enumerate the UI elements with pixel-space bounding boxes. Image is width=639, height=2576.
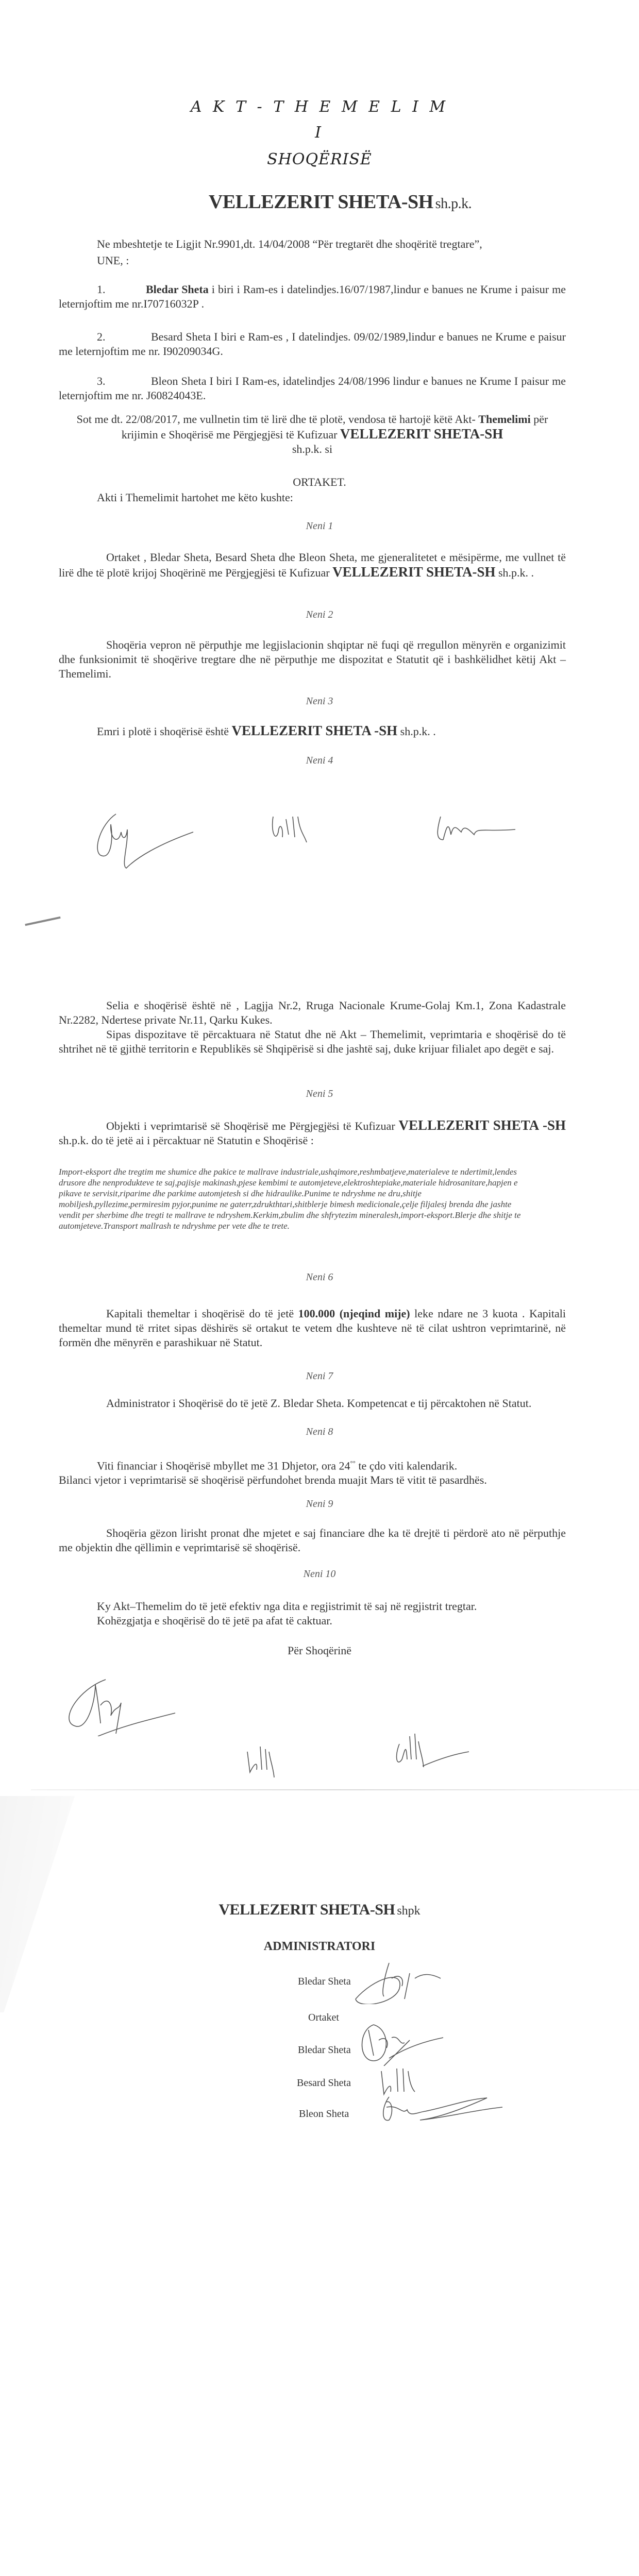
partner-name-2: Besard Sheta	[297, 2077, 351, 2089]
article-10-heading: Neni 10	[303, 1568, 336, 1580]
partners-label: Ortaket	[308, 2012, 339, 2023]
article-1-heading: Neni 1	[306, 520, 333, 532]
document-title-line2: I	[315, 124, 324, 142]
article-3-text: Emri i plotë i shoqërisë është VELLEZERIT SHETA -SH sh.p.k. .	[97, 723, 436, 738]
signature-administrator	[353, 1958, 456, 2004]
company-suffix: sh.p.k.	[435, 196, 472, 212]
article-3-heading: Neni 3	[306, 696, 333, 707]
document-title-line3: SHOQËRISË	[267, 150, 372, 168]
decision-paragraph: Sot me dt. 22/08/2017, me vullnetin tim të lirë dhe të plotë, vendosa të hartojë këtë Akt- Themelimi për krijimin e Shoqërisë me Përgjegjësi të Kufizuar VELLEZERIT SHETA-SH sh.p.k. si	[76, 413, 548, 455]
article-9-heading: Neni 9	[306, 1498, 333, 1510]
une-label: UNE, :	[97, 254, 129, 267]
article-6-text: Kapitali themeltar i shoqërisë do të jetë 100.000 (njeqind mije) leke ndare ne 3 kuota . Kapitali themeltar mund të rritet sipas dëshirës së ortakut te vetem dhe kushteve në të cilat ushtron veprimtarinë, në formën dhe mënyrën e parashikuar në Statut.	[59, 1307, 566, 1349]
document-title-line1: A K T - T H E M E L I M	[190, 98, 449, 116]
article-2-text: Shoqëria vepron në përputhje me legjislacionin shqiptar në fuqi që rregullon mënyrën e organizimit dhe funksionimit të shoqërive tregtare dhe në përputhje me dispozitat e Statutit që i bashkëlidhet këtij Akt – Themelimi.	[59, 638, 566, 680]
article-8-text: Viti financiar i Shoqërisë mbyllet me 31 Dhjetor, ora 24°° te çdo viti kalendarik. Bilanci vjetor i veprimtarisë së shoqërisë përfundohet brenda muajit Mars të vitit të pasardhës.	[59, 1459, 487, 1487]
conditions-intro: Akti i Themelimit hartohet me këto kushte:	[97, 491, 293, 504]
scan-mark	[25, 917, 60, 926]
article-7-heading: Neni 7	[306, 1370, 333, 1382]
per-shoqerine-label: Për Shoqërinë	[287, 1644, 352, 1657]
article-5-heading: Neni 5	[306, 1088, 333, 1099]
ortaket-heading: ORTAKET.	[293, 476, 346, 488]
article-5-text: Objekti i veprimtarisë së Shoqërisë me Përgjegjësi të Kufizuar VELLEZERIT SHETA -SH sh.p.k. do të jetë ai i përcaktuar në Statutin e Shoqërisë :	[59, 1117, 566, 1147]
signature-partner-1	[358, 2020, 446, 2066]
founder-2: 2. Besard Sheta I biri e Ram-es , I datelindjes. 09/02/1989,lindur e banues ne Krume e paisur me leternjoftim me nr. I90209034G.	[59, 330, 566, 358]
signature-bledar	[90, 809, 204, 871]
article-2-heading: Neni 2	[306, 609, 333, 620]
partner-name-3: Bleon Sheta	[299, 2108, 349, 2120]
administrator-heading: ADMINISTRATORI	[263, 1940, 376, 1953]
page-2	[0, 1793, 639, 2576]
legal-basis: Ne mbeshtetje te Ligjit Nr.9901,dt. 14/04/2008 “Për tregtarët dhe shoqëritë tregtare”,	[97, 238, 482, 250]
founder-3: 3. Bleon Sheta I biri I Ram-es, idatelindjes 24/08/1996 lindur e banues ne Krume I paisur me leternjoftim me nr. J60824043E.	[59, 375, 566, 402]
signature-besard	[268, 811, 330, 853]
signature-page-company: VELLEZERIT SHETA-SH shpk	[218, 1901, 421, 1918]
article-10-text: Ky Akt–Themelim do të jetë efektiv nga dita e regjistrimit të saj në regjistrit tregtar. Kohëzgjatja e shoqërisë do të jetë pa afat të caktuar.	[97, 1600, 477, 1627]
article-1-text: Ortaket , Bledar Sheta, Besard Sheta dhe Bleon Sheta, me gjeneralitetet e mësipërme, me vullnet të lirë dhe të plotë krijoj Shoqërinë me Përgjegjësi të Kufizuar VELLEZERIT SHETA-SH sh.p.k. .	[59, 551, 566, 580]
article-7-text: Administrator i Shoqërisë do të jetë Z. Bledar Sheta. Kompetencat e tij përcaktohen në Statut.	[106, 1397, 532, 1410]
signature-besard-closing	[242, 1741, 304, 1783]
article-6-heading: Neni 6	[306, 1272, 333, 1283]
signature-bleon-closing	[392, 1731, 484, 1772]
founder-1: 1. Bledar Sheta i biri i Ram-es i datelindjes.16/07/1987,lindur e banues ne Krume i paisur me leternjoftim me nr.I70716032P .	[59, 283, 566, 310]
article-9-text: Shoqëria gëzon lirisht pronat dhe mjetet e saj financiare dhe ka të drejtë ti përdorë ato në përputhje me objektin dhe qëllimin e veprimtarisë së shoqërisë.	[59, 1527, 566, 1554]
article-8-heading: Neni 8	[306, 1426, 333, 1437]
partner-name-1: Bledar Sheta	[298, 2044, 351, 2056]
signature-bleon	[433, 809, 526, 850]
company-name: VELLEZERIT SHETA-SH	[208, 191, 433, 213]
signature-partner-3	[379, 2092, 508, 2133]
signature-bledar-closing	[57, 1674, 180, 1736]
page-fold	[31, 1789, 639, 1790]
activities-list: Import-eksport dhe tregtim me shumice dhe pakice te mallrave industriale,ushqimore,reshmbatjeve,materialeve te ndertimit,lendes drusore dhe nenprodukteve te saj,pajisje makinash,pjese kembimi te automjeteve,elektroshtepiake,materiale hidrosanitare,hapjen e pikave te servisit,riparime dhe parkime automjetesh si dhe hidraulike.Punime te ndryshme ne dru,shitje mobiljesh,pyllezime,permiresim pyjor,punime ne gaterr,zdrukthtari,shitblerje bimesh medicionale,çelje filjalesj brenda dhe jashte vendit per sherbime dhe tregti te mallrave te ndryshem.Kerkim,zbulim dhe shfrytezim mineralesh,import-eksport.Blerje dhe shitje te automjeteve.Transport mallrash te ndryshme per vete dhe te trete.	[59, 1167, 521, 1231]
article-4-seat: Selia e shoqërisë është në , Lagjja Nr.2, Rruga Nacionale Krume-Golaj Km.1, Zona Kadastrale Nr.2282, Ndertese private Nr.11, Qarku Kukes. Sipas dispozitave të përcaktuara në Statut dhe në Akt – Themelimit, veprimtaria e shoqërisë do të shtrihet në të gjithë territorin e Republikës së Shqipërisë si dhe jashtë saj, duke krijuar filialet apo degët e saj.	[59, 999, 566, 1055]
company-heading	[0, 191, 639, 213]
article-4-heading: Neni 4	[306, 755, 333, 766]
administrator-name: Bledar Sheta	[298, 1976, 351, 1987]
